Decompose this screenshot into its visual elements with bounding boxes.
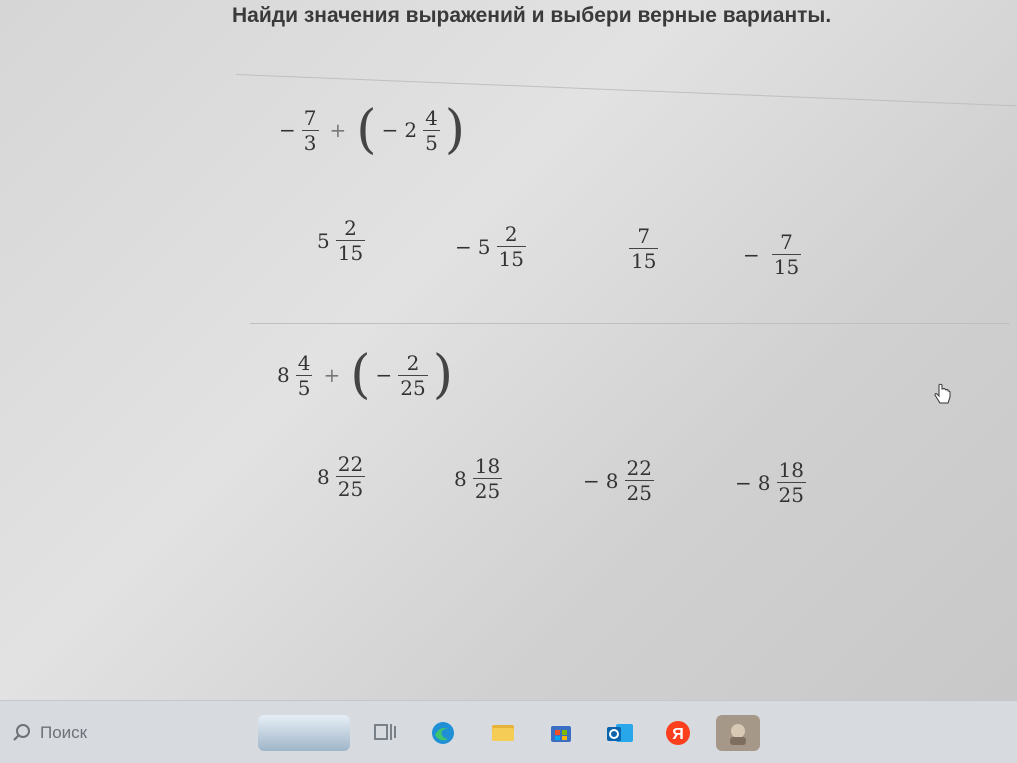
q1-expr-num: 7 <box>303 105 317 130</box>
q2-expr-num: 4 <box>297 350 311 375</box>
q2-expression <box>274 345 455 405</box>
q2-option-3[interactable] <box>580 456 657 505</box>
option-whole: 5 <box>317 228 330 253</box>
q1-option-3[interactable] <box>614 224 661 273</box>
option-whole: 8 <box>317 464 330 489</box>
option-num: 22 <box>626 456 652 480</box>
q2-inner-sign: − <box>375 363 393 387</box>
option-whole: 8 <box>605 468 619 493</box>
q1-inner-fraction <box>423 106 440 155</box>
edge-icon[interactable] <box>428 715 458 751</box>
q1-expr-plus: + <box>329 118 347 142</box>
divider-middle <box>250 323 1010 324</box>
q2-option-2[interactable] <box>445 454 505 503</box>
taskbar-search[interactable] <box>0 713 240 753</box>
option-num: 18 <box>778 458 804 482</box>
q2-expr-fraction <box>296 351 313 400</box>
option-sign: − <box>455 234 472 259</box>
q2-inner-fraction <box>398 351 427 400</box>
option-whole: 8 <box>757 470 771 495</box>
close-paren: ) <box>432 345 454 405</box>
option-den: 25 <box>626 481 652 505</box>
q1-expr-sign: − <box>279 118 296 142</box>
option-fraction <box>772 230 801 279</box>
q2-option-4[interactable] <box>732 458 809 507</box>
q2-expr-whole: 8 <box>277 363 290 387</box>
search-label: Поиск <box>40 723 88 742</box>
option-fraction <box>473 454 502 503</box>
option-den: 25 <box>337 477 364 501</box>
option-num: 2 <box>504 222 518 246</box>
option-den: 15 <box>631 249 657 273</box>
option-fraction <box>777 458 806 507</box>
q2-inner-num: 2 <box>406 350 420 375</box>
q2-inner-den: 25 <box>400 375 426 400</box>
option-den: 25 <box>778 483 804 507</box>
option-den: 25 <box>474 479 501 503</box>
q1-expr-fraction <box>302 106 319 155</box>
q1-inner-sign: − <box>381 118 399 142</box>
option-num: 18 <box>474 454 501 478</box>
q1-option-2[interactable] <box>452 222 529 271</box>
option-den: 15 <box>498 247 524 271</box>
option-sign: − <box>735 470 752 495</box>
option-fraction <box>497 222 526 271</box>
option-den: 15 <box>773 255 800 279</box>
hand-cursor-icon <box>933 383 953 407</box>
q1-option-1[interactable] <box>308 216 368 265</box>
q1-expression <box>276 100 467 160</box>
file-explorer-icon[interactable] <box>488 715 518 751</box>
svg-text:Я: Я <box>672 726 684 743</box>
app-icon[interactable] <box>716 715 760 751</box>
option-num: 7 <box>780 230 793 254</box>
option-sign: − <box>743 242 760 267</box>
option-fraction <box>625 456 654 505</box>
option-num: 7 <box>637 224 651 248</box>
taskbar <box>0 700 1017 763</box>
search-icon <box>12 723 32 743</box>
store-icon[interactable] <box>546 715 576 751</box>
option-den: 15 <box>337 241 364 265</box>
q2-expr-den: 5 <box>297 375 311 400</box>
yandex-browser-icon[interactable] <box>662 715 694 751</box>
q1-expr-den: 3 <box>303 130 317 155</box>
q2-expr-plus: + <box>323 363 341 387</box>
option-num: 22 <box>337 452 364 476</box>
option-whole: 8 <box>454 466 467 491</box>
q1-option-4[interactable] <box>740 230 804 279</box>
weather-icon[interactable] <box>258 715 350 751</box>
close-paren: ) <box>444 100 466 160</box>
option-fraction <box>336 216 365 265</box>
task-view-icon[interactable] <box>370 715 400 751</box>
option-num: 2 <box>344 216 357 240</box>
option-fraction <box>629 224 658 273</box>
q1-inner-num: 4 <box>425 105 438 130</box>
q2-option-1[interactable] <box>308 452 368 501</box>
open-paren: ( <box>356 100 377 160</box>
outlook-icon[interactable] <box>604 715 636 751</box>
option-sign: − <box>583 468 600 493</box>
option-fraction <box>336 452 365 501</box>
task-title: Найди значения выражений и выбери верные варианты. <box>232 4 832 27</box>
q1-inner-whole: 2 <box>404 118 418 142</box>
q1-inner-den: 5 <box>425 130 438 155</box>
open-paren: ( <box>350 345 371 405</box>
option-whole: 5 <box>477 234 491 259</box>
